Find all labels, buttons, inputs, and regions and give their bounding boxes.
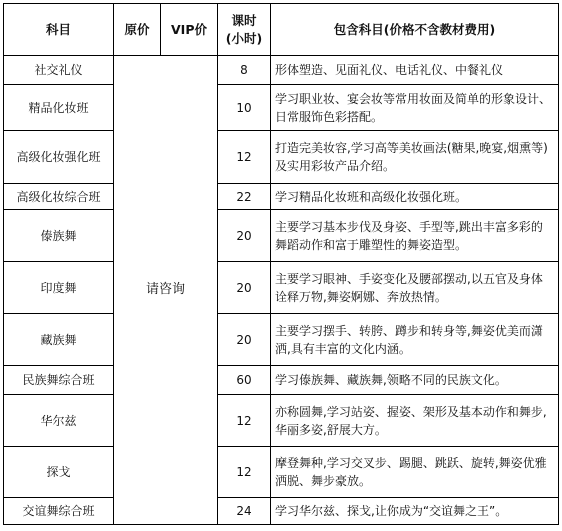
header-contents: 包含科目(价格不含教材费用) xyxy=(271,4,559,56)
content-cell: 主要学习基本步伐及身姿、手型等,跳出丰富多彩的舞蹈动作和富于雕塑性的舞姿造型。 xyxy=(271,210,559,262)
content-cell: 学习傣族舞、藏族舞,领略不同的民族文化。 xyxy=(271,366,559,395)
table-row xyxy=(4,85,559,131)
header-hours xyxy=(218,4,271,56)
subject-cell: 傣族舞 xyxy=(4,210,114,262)
hours-cell: 60 xyxy=(218,366,271,395)
content-cell: 主要学习眼神、手姿变化及腰部摆动,以五官及身体诠释万物,舞姿婀娜、奔放热情。 xyxy=(271,262,559,314)
hours-cell: 8 xyxy=(218,56,271,85)
table-row xyxy=(4,447,559,498)
subject-cell: 交谊舞综合班 xyxy=(4,498,114,525)
header-hours-line2: (小时) xyxy=(225,30,263,46)
hours-cell: 20 xyxy=(218,314,271,366)
table-row xyxy=(4,210,559,262)
table-row xyxy=(4,56,559,85)
table-row xyxy=(4,131,559,184)
subject-cell: 高级化妆综合班 xyxy=(4,184,114,210)
content-cell: 打造完美妆容,学习高等美妆画法(糖果,晚宴,烟熏等)及实用彩妆产品介绍。 xyxy=(271,131,559,184)
content-cell: 亦称圆舞,学习站姿、握姿、架形及基本动作和舞步,华丽多姿,舒展大方。 xyxy=(271,395,559,447)
course-price-table xyxy=(3,3,559,525)
hours-cell: 10 xyxy=(218,85,271,131)
table-row xyxy=(4,184,559,210)
subject-cell: 藏族舞 xyxy=(4,314,114,366)
hours-cell: 12 xyxy=(218,395,271,447)
table-row xyxy=(4,395,559,447)
table-row xyxy=(4,314,559,366)
hours-cell: 12 xyxy=(218,131,271,184)
subject-cell: 民族舞综合班 xyxy=(4,366,114,395)
price-consult-cell: 请咨询 xyxy=(114,56,218,525)
course-table-container xyxy=(3,3,559,525)
subject-cell: 高级化妆强化班 xyxy=(4,131,114,184)
header-hours-line1: 课时 xyxy=(231,12,257,28)
subject-cell: 印度舞 xyxy=(4,262,114,314)
subject-cell: 精品化妆班 xyxy=(4,85,114,131)
hours-cell: 12 xyxy=(218,447,271,498)
content-cell: 形体塑造、见面礼仪、电话礼仪、中餐礼仪 xyxy=(271,56,559,85)
content-cell: 学习职业妆、宴会妆等常用妆面及简单的形象设计、日常服饰色彩搭配。 xyxy=(271,85,559,131)
table-header-row xyxy=(4,4,559,56)
content-cell: 摩登舞种,学习交叉步、踢腿、跳跃、旋转,舞姿优雅洒脱、舞步豪放。 xyxy=(271,447,559,498)
subject-cell: 华尔兹 xyxy=(4,395,114,447)
header-subject: 科目 xyxy=(4,4,114,56)
header-vip-price: VIP价 xyxy=(161,4,218,56)
hours-cell: 22 xyxy=(218,184,271,210)
content-cell: 主要学习摆手、转胯、蹲步和转身等,舞姿优美而潇洒,具有丰富的文化内涵。 xyxy=(271,314,559,366)
hours-cell: 20 xyxy=(218,262,271,314)
hours-cell: 24 xyxy=(218,498,271,525)
content-cell: 学习精品化妆班和高级化妆强化班。 xyxy=(271,184,559,210)
header-original-price: 原价 xyxy=(114,4,161,56)
subject-cell: 探戈 xyxy=(4,447,114,498)
hours-cell: 20 xyxy=(218,210,271,262)
content-cell: 学习华尔兹、探戈,让你成为“交谊舞之王”。 xyxy=(271,498,559,525)
table-row xyxy=(4,262,559,314)
table-row xyxy=(4,366,559,395)
subject-cell: 社交礼仪 xyxy=(4,56,114,85)
table-row xyxy=(4,498,559,525)
